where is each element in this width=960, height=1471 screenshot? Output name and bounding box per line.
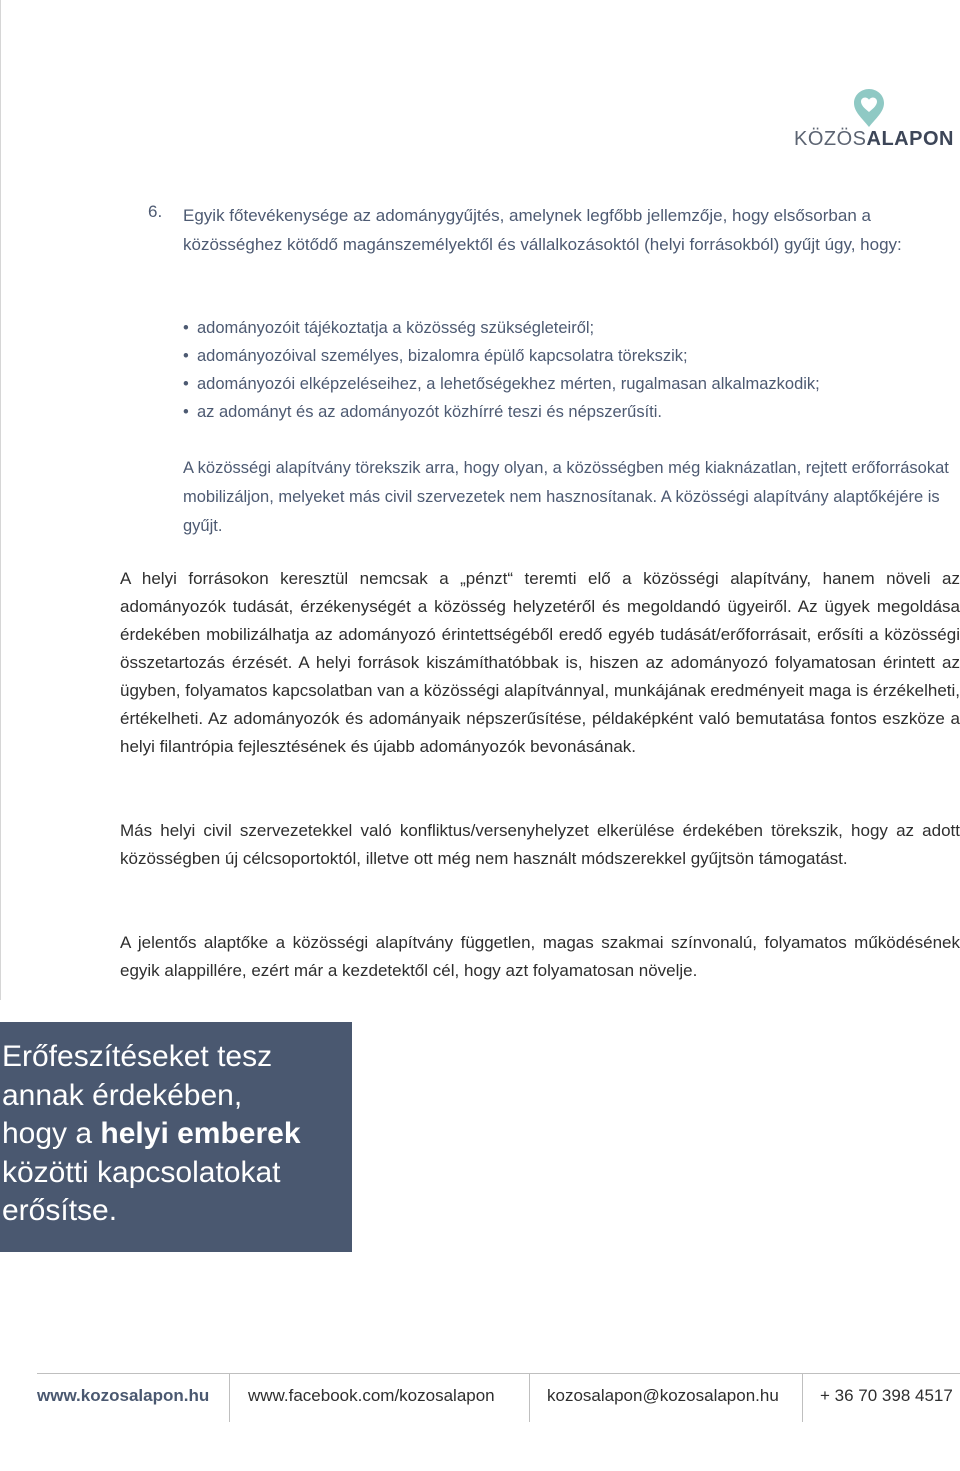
pull-quote-box bbox=[0, 1022, 352, 1252]
footer-separator bbox=[802, 1374, 803, 1422]
logo-name-bold: ALAPON bbox=[866, 128, 954, 150]
body-paragraph: A helyi forrásokon keresztül nemcsak a „pénzt“ teremti elő a közösségi alapítvány, hanem növeli az adományozók tudását, érzékenységét a közösség helyzetéről és megoldandó ügyeiről. Az ügyek megoldása érdekében mobilizálhatja az adományozó érintettségéből eredő egyéb tudását/erőforrásait, erősíti a közösségi összetartozás érzését. A helyi források kiszámíthatóbbak is, hiszen az adományozó folyamatosan érintett az ügyben, folyamatos kapcsolatban van a közösségi alapítvánnyal, munkájának eredményeit maga is érzékelheti, értékelheti. Az adományozók és adományaik népszerűsítése, példaképként való bemutatása fontos eszköze a helyi filantrópia fejlesztésének és újabb adományozók bevonásának. bbox=[120, 569, 960, 756]
quote-line: erősítse. bbox=[2, 1194, 118, 1227]
quote-line: közötti kapcsolatokat bbox=[2, 1155, 281, 1189]
heart-pin-icon bbox=[852, 88, 886, 128]
bullet-item: • adományozói elképzeléseihez, a lehetőségekhez mérten, rugalmasan alkalmazkodik; bbox=[183, 370, 960, 398]
footer bbox=[0, 1374, 960, 1422]
pull-quote bbox=[2, 1038, 347, 1231]
footer-email-link[interactable]: kozosalapon@kozosalapon.hu bbox=[547, 1386, 779, 1405]
quote-line-light: hogy a bbox=[2, 1117, 101, 1150]
left-margin-rule bbox=[0, 0, 1, 1000]
footer-phone: + 36 70 398 4517 bbox=[820, 1386, 953, 1405]
quote-line bbox=[2, 1115, 347, 1154]
bullet-list bbox=[183, 314, 960, 426]
item-number: 6. bbox=[148, 202, 163, 221]
quote-highlight: helyi emberek bbox=[100, 1117, 301, 1150]
quote-line: annak érdekében, bbox=[2, 1078, 243, 1112]
footer-facebook-link[interactable]: www.facebook.com/kozosalapon bbox=[248, 1386, 495, 1405]
body-paragraph: A jelentős alaptőke a közösségi alapítvány független, magas szakmai színvonalú, folyamatos működésének egyik alappillére, ezért már a kezdetektől cél, hogy azt folyamatosan növelje. bbox=[120, 933, 960, 980]
footer-website-link[interactable]: www.kozosalapon.hu bbox=[37, 1386, 210, 1405]
body-paragraph: Más helyi civil szervezetekkel való konfliktus/versenyhelyzet elkerülése érdekében törekszik, hogy az adott közösségben új célcsoportoktól, illetve ott még nem használt módszerekkel gyűjtsön támogatást. bbox=[120, 821, 960, 868]
logo-name-light: KÖZÖS bbox=[794, 128, 867, 150]
footer-separator bbox=[229, 1374, 230, 1422]
bullet-item: • adományozóival személyes, bizalomra épülő kapcsolatra törekszik; bbox=[183, 342, 960, 370]
quote-line: Erőfeszítéseket tesz bbox=[2, 1040, 273, 1073]
bullet-item: • az adományt és az adományozót közhírré teszi és népszerűsíti. bbox=[183, 398, 960, 426]
footer-separator bbox=[529, 1374, 530, 1422]
logo-wordmark bbox=[794, 128, 954, 151]
logo bbox=[790, 88, 960, 158]
sub-paragraph: A közösségi alapítvány törekszik arra, hogy olyan, a közösségben még kiaknázatlan, rejtett erőforrásokat mobilizáljon, melyeket más civil szervezetek nem hasznosítanak. A közösségi alapítvány alaptőkéjére is gyűjt. bbox=[183, 459, 949, 535]
bullet-item: • adományozóit tájékoztatja a közösség szükségleteiről; bbox=[183, 314, 960, 342]
item-text: Egyik főtevékenysége az adománygyűjtés, amelynek legfőbb jellemzője, hogy elsősorban a közösséghez kötődő magánszemélyektől és vállalkozásoktól (helyi forrásokból) gyűjt úgy, hogy: bbox=[183, 206, 902, 254]
